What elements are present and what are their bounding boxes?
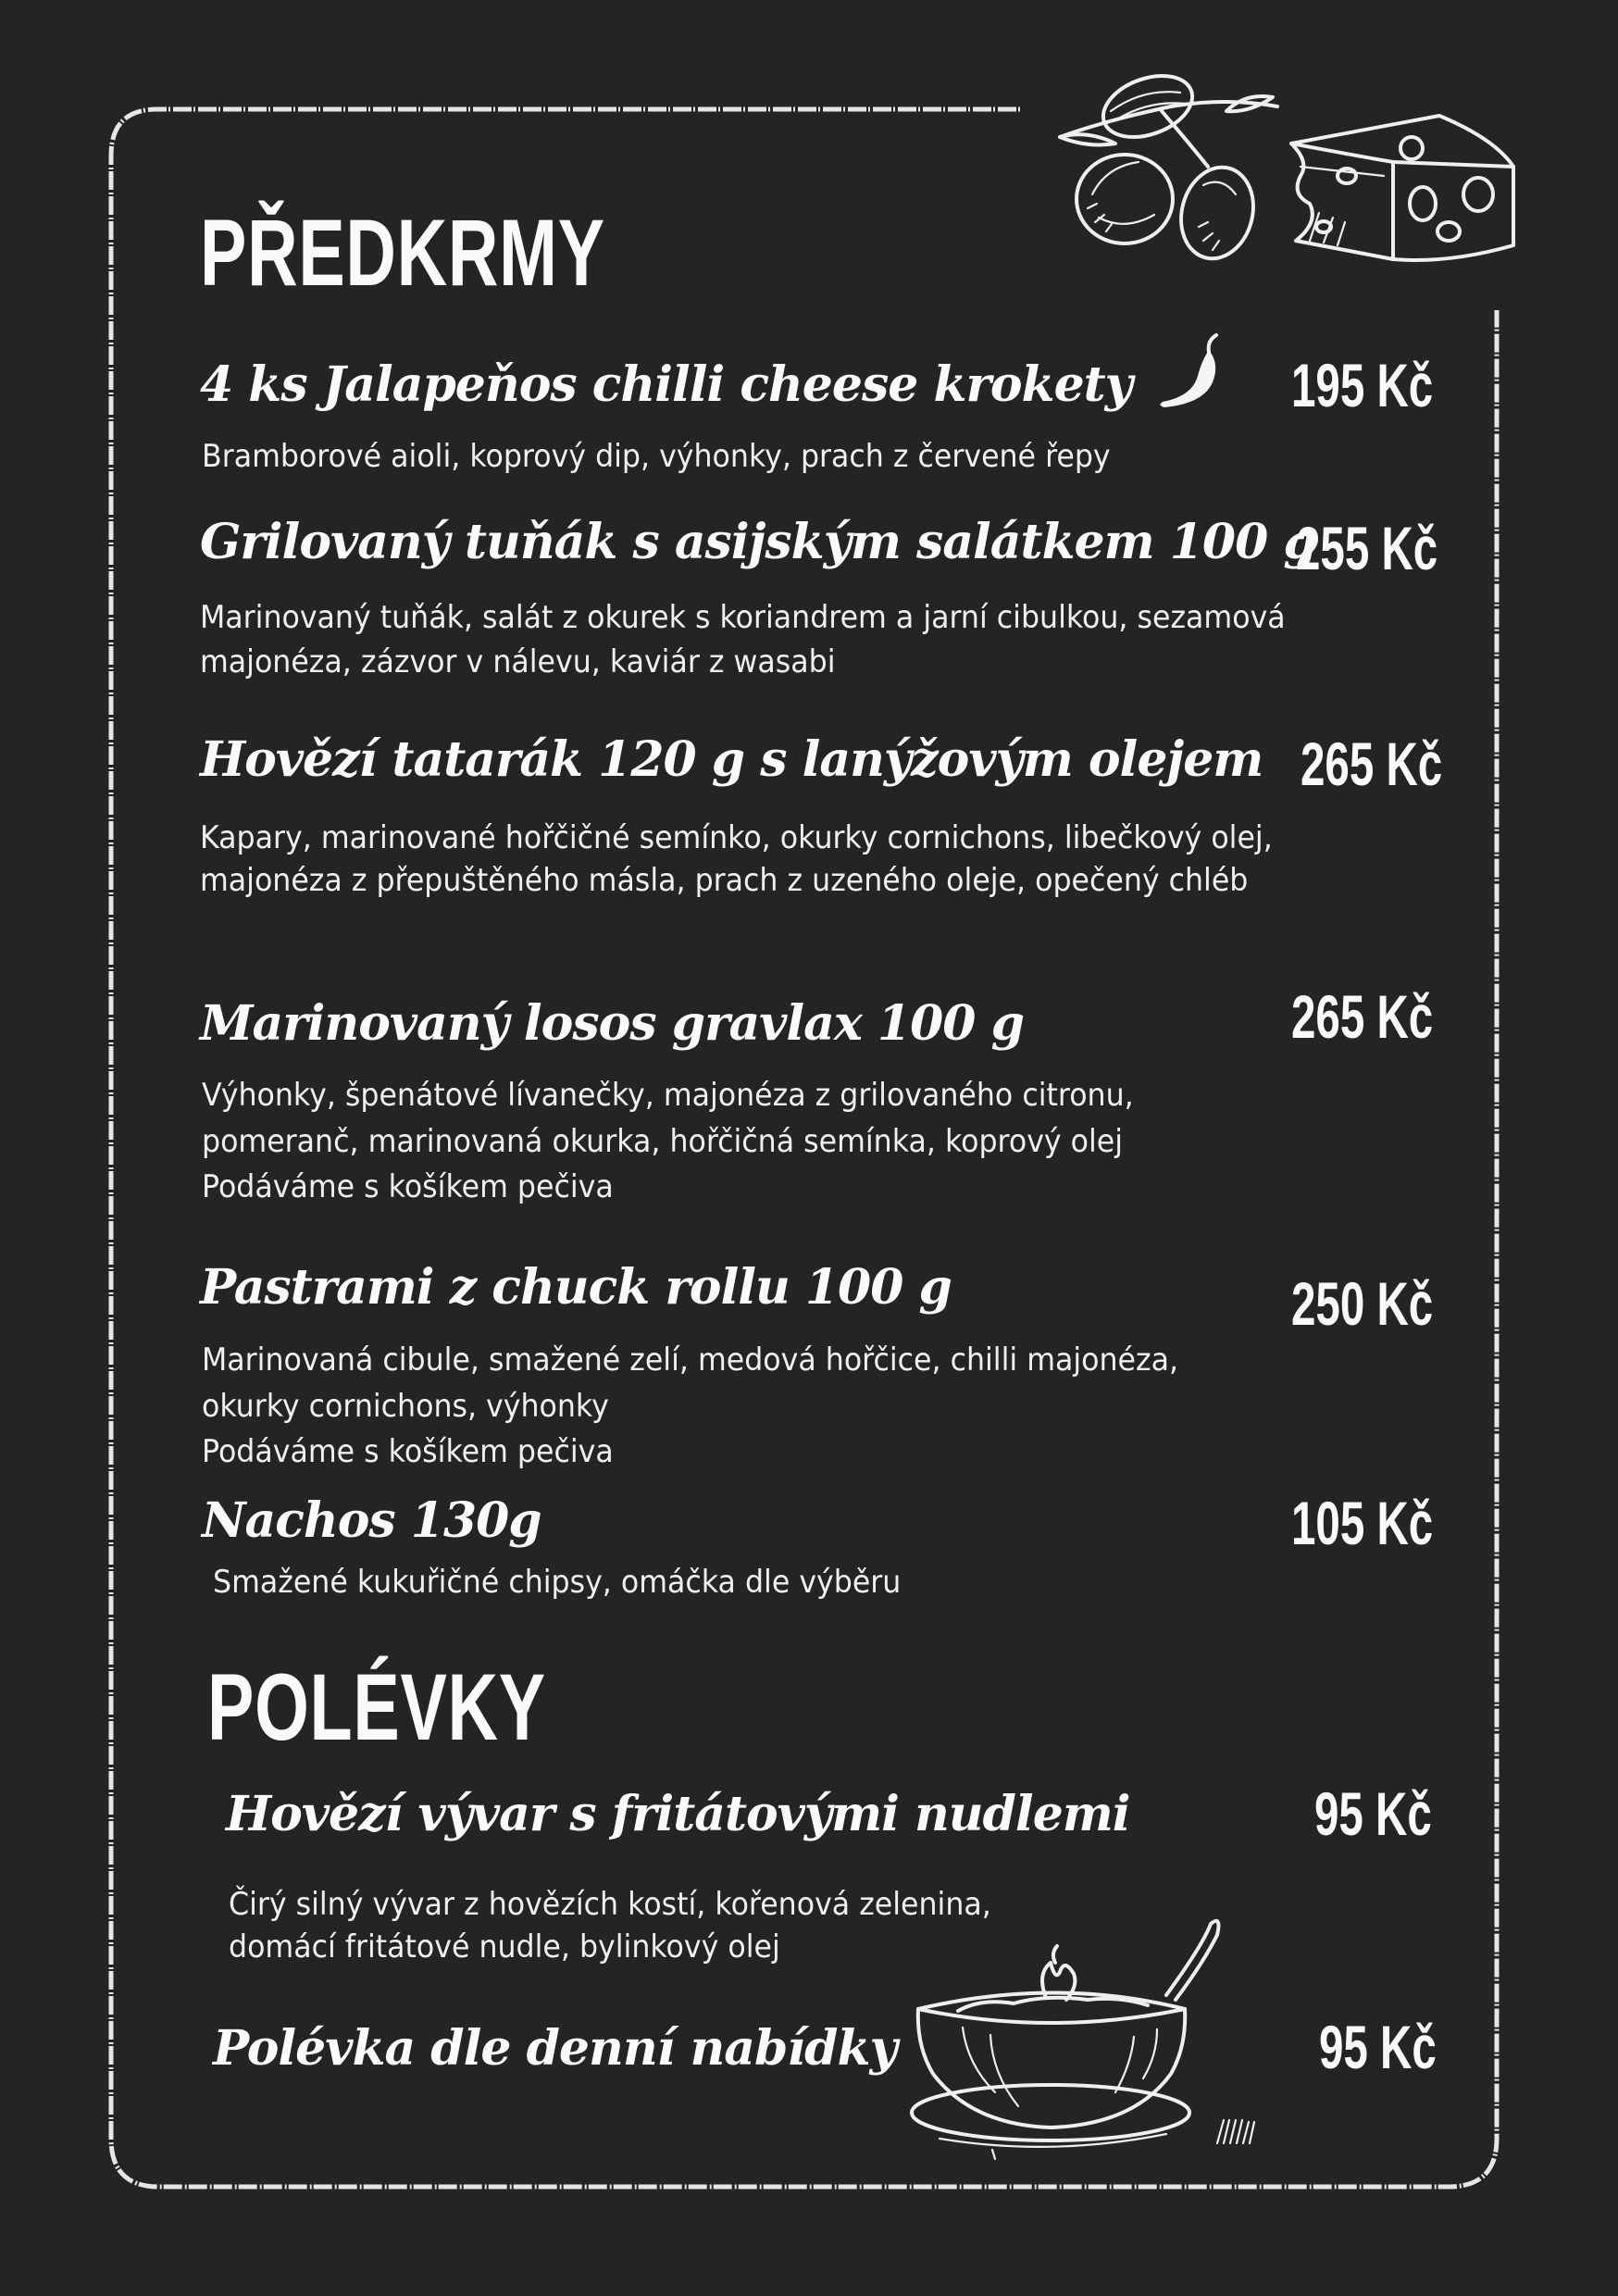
chili-pepper-icon xyxy=(1155,331,1229,415)
menu-item-description: Výhonky, špenátové lívanečky, majonéza z grilovaného citronu, xyxy=(202,1077,1134,1114)
menu-item-price: 95 Kč xyxy=(1314,1779,1432,1848)
menu-item-description: pomeranč, marinovaná okurka, hořčičná semínka, koprový olej xyxy=(202,1123,1124,1160)
menu-item-description: majonéza, zázvor v nálevu, kaviár z wasabi xyxy=(200,643,836,680)
menu-item-description: Bramborové aioli, koprový dip, výhonky, prach z červené řepy xyxy=(202,438,1111,475)
menu-item-description: Čirý silný vývar z hovězích kostí, kořenová zelenina, xyxy=(229,1886,991,1923)
menu-item-name: Grilovaný tuňák s asijským salátkem 100 g xyxy=(200,514,1316,570)
menu-item-name: Hovězí tatarák 120 g s lanýžovým olejem xyxy=(200,731,1263,788)
soup-bowl-icon xyxy=(889,1907,1277,2166)
olives-icon xyxy=(1051,56,1296,268)
menu-item-price: 265 Kč xyxy=(1301,730,1443,798)
menu-item-name: Hovězí vývar s fritátovými nudlemi xyxy=(226,1786,1130,1842)
menu-item-description: Podáváme s košíkem pečiva xyxy=(202,1433,614,1470)
menu-item-description: Podáváme s košíkem pečiva xyxy=(202,1168,614,1205)
menu-item-price: 105 Kč xyxy=(1291,1489,1434,1557)
menu-item-description: majonéza z přepuštěného másla, prach z uzeného oleje, opečený chléb xyxy=(200,862,1249,899)
section-title-soups: POLÉVKY xyxy=(207,1654,546,1760)
menu-item-price: 265 Kč xyxy=(1291,982,1434,1051)
menu-item-description: domácí fritátové nudle, bylinkový olej xyxy=(229,1928,780,1965)
menu-item-price: 95 Kč xyxy=(1319,2013,1437,2081)
section-title-starters: PŘEDKRMY xyxy=(200,200,605,306)
menu-item-name: Nachos 130g xyxy=(202,1492,541,1549)
menu-item-name: Marinovaný losos gravlax 100 g xyxy=(200,995,1024,1052)
menu-item-price: 195 Kč xyxy=(1291,351,1434,419)
menu-item-name: Pastrami z chuck rollu 100 g xyxy=(200,1259,952,1316)
menu-item-description: Marinovaný tuňák, salát z okurek s koriandrem a jarní cibulkou, sezamová xyxy=(200,599,1286,636)
cheese-icon xyxy=(1282,102,1523,273)
menu-item-description: Kapary, marinované hořčičné semínko, okurky cornichons, libečkový olej, xyxy=(200,819,1273,856)
menu-item-price: 255 Kč xyxy=(1296,514,1438,582)
menu-item-description: okurky cornichons, výhonky xyxy=(202,1388,609,1425)
menu-item-description: Marinovaná cibule, smažené zelí, medová hořčice, chilli majonéza, xyxy=(202,1341,1179,1379)
menu-item-price: 250 Kč xyxy=(1291,1269,1434,1338)
menu-item-name: Polévka dle denní nabídky xyxy=(213,2020,897,2077)
menu-item-description: Smažené kukuřičné chipsy, omáčka dle výběru xyxy=(213,1564,902,1601)
menu-item-name: 4 ks Jalapeňos chilli cheese krokety xyxy=(200,356,1132,413)
